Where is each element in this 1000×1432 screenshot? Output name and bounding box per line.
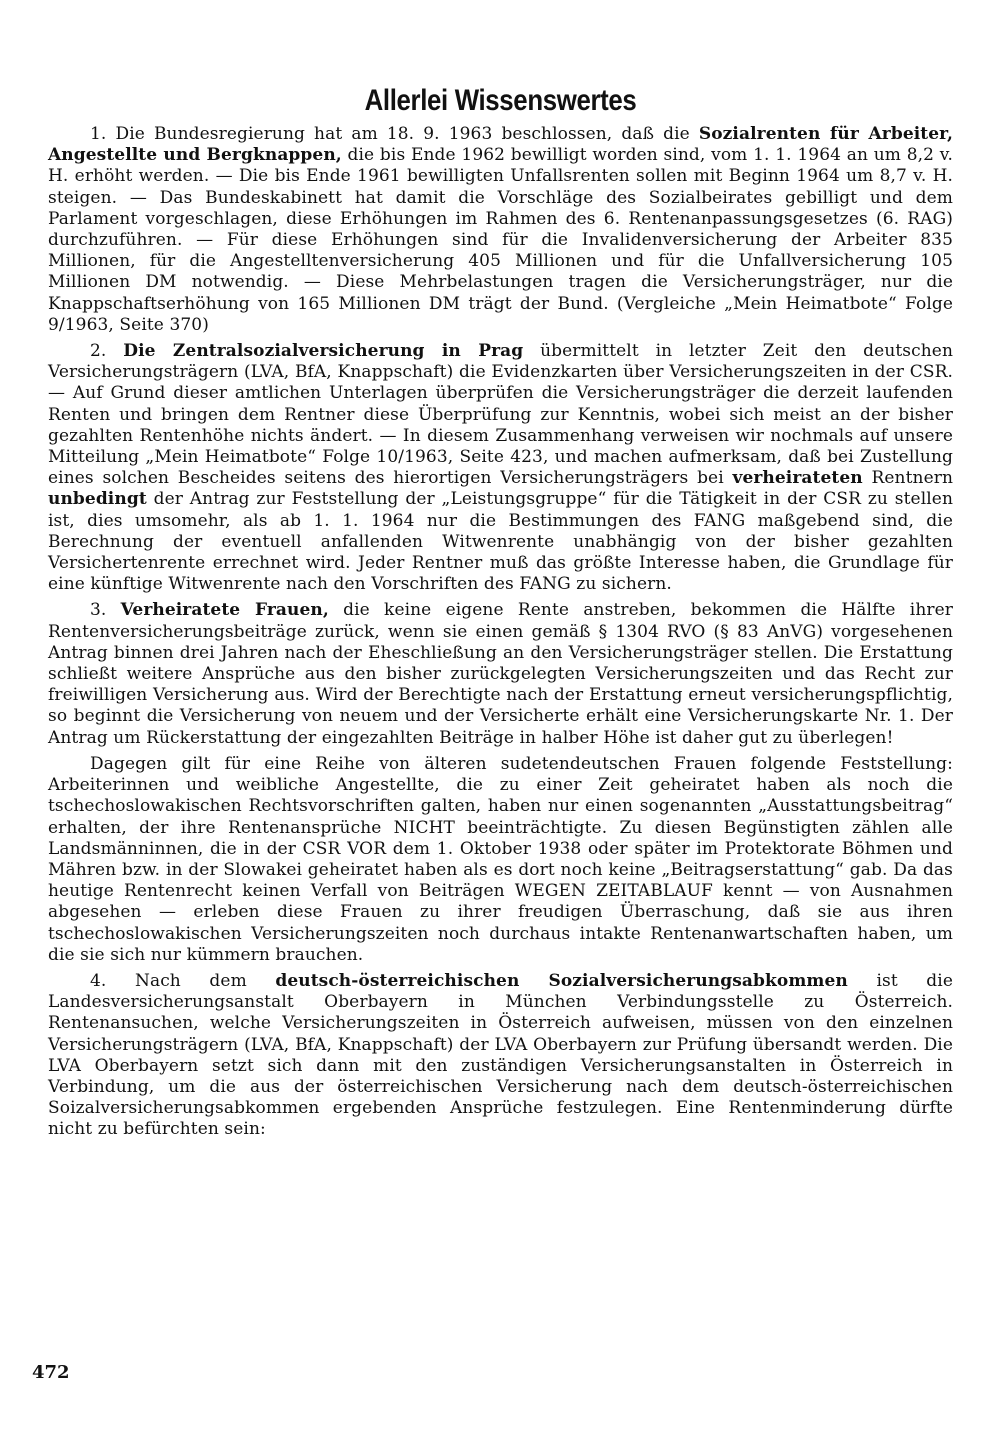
paragraph-3-bold-1: Verheiratete Frauen, xyxy=(120,600,329,621)
page-body xyxy=(48,84,953,1146)
paragraph-2 xyxy=(48,341,953,595)
paragraph-2-text-e: der Antrag zur Feststellung der „Leistungsgruppe“ für die Tätigkeit in der CSR zu stellen ist, dies umsomehr, als ab 1. 1. 1964 nur die Bestimmungen des FANG maßgebend sind, die Berechnung der eventuell anfallenden Witwenrente unabhängig von der bisher gezahlten Versichertenrente errechnet wird. Jeder Rentner muß das größte Interesse haben, die Grundlage für eine künftige Witwenrente nach den Vorschriften des FANG zu sichern. xyxy=(48,489,953,595)
paragraph-2-text-c: übermittelt in letzter Zeit den deutschen Versicherungsträgern (LVA, BfA, Knappschaft) die Evidenzkarten über Versicherungszeiten in der CSR. — Auf Grund dieser amtlichen Unterlagen überprüfen die Versicherungsträger die derzeit laufenden Renten und bringen dem Rentner diese Überprüfung zur Kenntnis, wobei sich meist an der bisher gezahlten Rentenhöhe nichts ändert. — In diesem Zusammenhang verweisen wir nochmals auf unsere Mitteilung „Mein Heimatbote“ Folge 10/1963, Seite 423, und machen aufmerksam, daß bei Zustellung eines solchen Bescheides seitens des hierortigen Versicherungsträgers bei xyxy=(48,341,953,489)
paragraph-2-bold-1: Die Zentralsozialversicherung in Prag xyxy=(123,341,524,362)
paragraph-1-bold-1: Sozialrenten für Arbeiter, Angestellte und Bergknappen, xyxy=(48,124,953,166)
paragraph-1-text-c: die bis Ende 1962 bewilligt worden sind, vom 1. 1. 1964 an um 8,2 v. H. erhöht werden. — Die bis Ende 1961 bewilligten Unfallsrenten sollen mit Beginn 1964 um 8,7 v. H. steigen. — Das Bundeskabinett hat damit die Vorschläge des Sozialbeirates gebilligt und dem Parlament vorgeschlagen, diese Erhöhungen im Rahmen des 6. Rentenanpassungsgesetzes (6. RAG) durchzuführen. — Für diese Erhöhungen sind für die Invalidenversicherung der Arbeiter 835 Millionen, für die Angestelltenversicherung 405 Millionen und für die Unfallversicherung 105 Millionen DM notwendig. — Diese Mehrbelastungen tragen die Versicherungsträger, nur die Knappschaftserhöhung von 165 Millionen DM trägt der Bund. (Vergleiche „Mein Heimatbote“ Folge 9/1963, Seite 370) xyxy=(48,145,953,335)
paragraph-3-text-c: die keine eigene Rente anstreben, bekommen die Hälfte ihrer Rentenversicherungsbeiträge zurück, wenn sie einen gemäß § 1304 RVO (§ 83 AnVG) vorgesehenen Antrag binnen drei Jahren nach der Eheschließung an den Versicherungsträger stellen. Die Erstattung schließt weitere Ansprüche aus den bisher zurückgelegten Versicherungszeiten und das Recht zur freiwilligen Versicherung aus. Wird der Berechtigte nach der Erstattung erneut versicherungspflichtig, so beginnt die Versicherung von neuem und der Versicherte erhält eine Versicherungskarte Nr. 1. Der Antrag um Rückerstattung der eingezahlten Beiträge in halber Höhe ist daher gut zu überlegen! xyxy=(48,600,953,748)
paragraph-3 xyxy=(48,600,953,748)
paragraph-1-text-a: 1. Die Bundesregierung hat am 18. 9. 1963 beschlossen, daß die xyxy=(90,124,699,144)
paragraph-5-bold-1: deutsch-österreichischen Sozialversicherungsabkommen xyxy=(275,970,848,991)
paragraph-3-text-a: 3. xyxy=(90,600,121,621)
paragraph-5 xyxy=(48,971,953,1141)
paragraph-4: Dagegen gilt für eine Reihe von älteren sudetendeutschen Frauen folgende Feststellung: Arbeiterinnen und weibliche Angestellte, die zu einer Zeit geheiratet haben als noch die tschechoslowakischen Rechtsvorschriften galten, haben nur einen sogenannten „Ausstattungsbeitrag“ erhalten, der ihre Rentenansprüche NICHT beeinträchtigte. Zu diesen Begünstigten zählen alle Landsmänninnen, die in der CSR VOR dem 1. Oktober 1938 oder später im Protektorate Böhmen und Mähren bzw. in der Slowakei geheiratet haben als es dort noch keine „Beitragserstattung“ gab. Da das heutige Rentenrecht keinen Verfall von Beiträgen WEGEN ZEITABLAUF kennt — von Ausnahmen abgesehen — erleben diese Frauen zu ihrer freudigen Überraschung, daß sie aus ihren tschechoslowakischen Versicherungszeiten noch durchaus intakte Rentenanwartschaften haben, um die sie sich nur kümmern brauchen. xyxy=(48,753,953,965)
paragraph-2-text-d: Rentnern xyxy=(862,468,954,489)
page-number: 472 xyxy=(32,1362,70,1383)
page-title: Allerlei Wissenswertes xyxy=(364,84,637,117)
paragraph-5-text-c: ist die Landesversicherungsanstalt Oberbayern in München Verbindungsstelle zu Österreich. Rentenansuchen, welche Versicherungszeiten in Österreich aufweisen, müssen von den einzelnen Versicherungsträgern (LVA, BfA, Knappschaft) der LVA Oberbayern zur Prüfung übersandt werden. Die LVA Oberbayern setzt sich dann mit den zuständigen Versicherungsanstalten in Österreich in Verbindung, um die aus der österreichischen Versicherung nach dem deutsch-österreichischen Soizalversicherungsabkommen ergebenden Ansprüche festzulegen. Eine Rentenminderung dürfte nicht zu befürchten sein: xyxy=(48,970,953,1140)
paragraph-1 xyxy=(48,124,953,336)
paragraph-2-text-a: 2. xyxy=(90,341,124,362)
paragraph-5-text-a: 4. Nach dem xyxy=(90,970,276,991)
paragraph-2-bold-2: verheirateten xyxy=(732,468,863,489)
paragraph-2-bold-3: unbedingt xyxy=(48,489,147,510)
